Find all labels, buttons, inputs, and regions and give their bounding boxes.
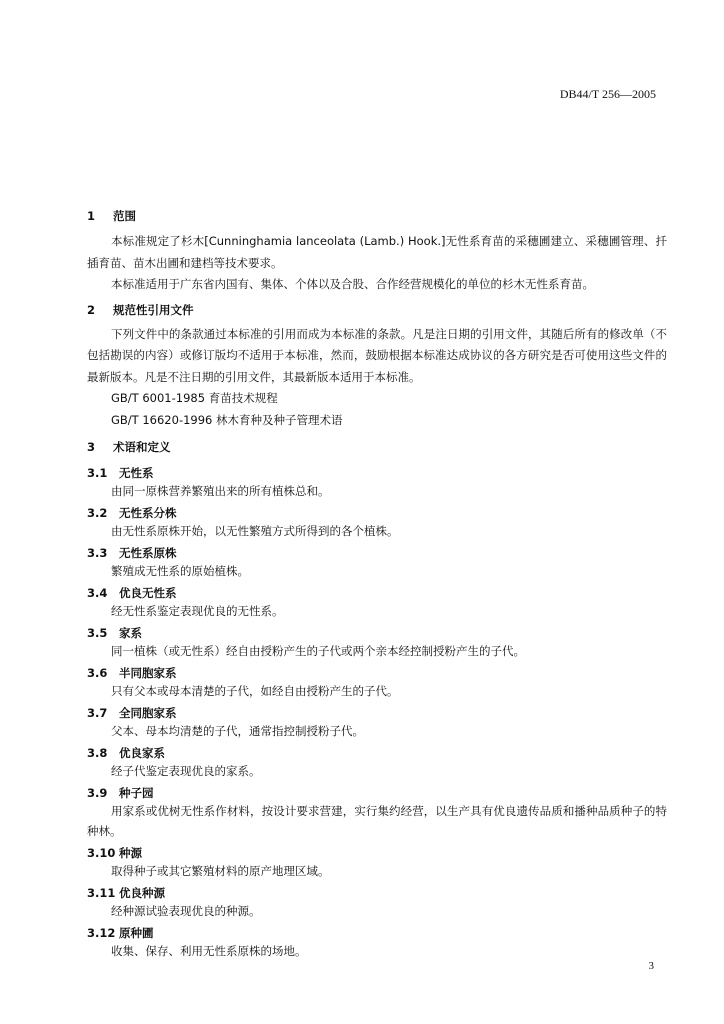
term-entry [87, 545, 667, 581]
section-heading-terms-definitions [87, 439, 667, 455]
term-definition: 只有父本或母本清楚的子代，如经自由授粉产生的子代。 [111, 684, 399, 698]
section-number: 2 [87, 302, 96, 317]
section-number: 1 [87, 209, 96, 223]
term-entry [87, 505, 667, 541]
term-definition: 由同一原株营养繁殖出来的所有植株总和。 [111, 484, 330, 498]
term-number: 3.3 [87, 546, 108, 560]
term-number: 3.6 [87, 666, 108, 680]
term-number: 3.7 [87, 706, 108, 720]
term-heading [87, 785, 667, 801]
term-entry [87, 925, 667, 961]
term-definition: 取得种子或其它繁殖材料的原产地理区域。 [111, 864, 330, 878]
term-title: 优良家系 [119, 746, 165, 760]
section-title: 规范性引用文件 [113, 302, 194, 317]
term-entry [87, 885, 667, 921]
term-heading [87, 505, 667, 521]
reference-item: GB/T 6001-1985 育苗技术规程 [111, 391, 278, 405]
term-definition: 同一植株（或无性系）经自由授粉产生的子代或两个亲本经控制授粉产生的子代。 [111, 644, 525, 658]
term-heading [87, 745, 667, 761]
term-number: 3.10 [87, 846, 116, 860]
term-number: 3.8 [87, 746, 108, 760]
term-title: 半同胞家系 [119, 666, 177, 680]
term-entry [87, 585, 667, 621]
term-entry [87, 705, 667, 741]
section-heading-normative-references [87, 302, 667, 318]
term-number: 3.2 [87, 506, 108, 520]
term-heading [87, 885, 667, 901]
term-definition: 经无性系鉴定表现优良的无性系。 [111, 604, 284, 618]
term-definition: 经种源试验表现优良的种源。 [111, 904, 261, 918]
term-definition: 繁殖成无性系的原始植株。 [111, 564, 249, 578]
term-heading [87, 465, 667, 481]
term-heading [87, 665, 667, 681]
term-number: 3.5 [87, 626, 108, 640]
term-number: 3.4 [87, 586, 108, 600]
term-number: 3.12 [87, 926, 116, 940]
term-heading [87, 625, 667, 641]
term-number: 3.11 [87, 886, 116, 900]
section-heading-scope [87, 208, 667, 224]
term-title: 无性系分株 [119, 506, 177, 520]
section-title: 术语和定义 [113, 440, 171, 454]
scope-paragraph-1: 本标准规定了杉木[Cunninghamia lanceolata (Lamb.) Hook.]无性系育苗的采穗圃建立、采穗圃管理、扦插育苗、苗木出圃和建档等技术要求。 [87, 234, 667, 270]
terms-list [87, 465, 667, 961]
references-paragraph: 下列文件中的条款通过本标准的引用而成为本标准的条款。凡是注日期的引用文件，其随后所有的修改单（不包括勘误的内容）或修订版均不适用于本标准，然而，鼓励根据本标准达成协议的各方研究是否可使用这些文件的最新版本。凡是不注日期的引用文件，其最新版本适用于本标准。 [87, 326, 667, 384]
page-number: 3 [648, 960, 654, 972]
term-heading [87, 845, 667, 861]
section-number: 3 [87, 440, 96, 454]
term-number: 3.1 [87, 466, 108, 480]
term-entry [87, 665, 667, 701]
term-title: 无性系 [119, 466, 154, 480]
term-number: 3.9 [87, 786, 108, 800]
term-title: 种源 [119, 846, 142, 860]
term-entry [87, 785, 667, 841]
reference-item: GB/T 16620-1996 林木育种及种子管理术语 [111, 412, 343, 427]
section-title: 范围 [113, 209, 136, 223]
term-entry [87, 745, 667, 781]
term-title: 家系 [119, 626, 142, 640]
document-body [87, 208, 667, 965]
term-heading [87, 925, 667, 941]
term-definition: 父本、母本均清楚的子代，通常指控制授粉子代。 [111, 724, 364, 738]
term-title: 优良种源 [119, 886, 165, 900]
term-entry [87, 625, 667, 661]
term-title: 全同胞家系 [119, 706, 177, 720]
term-entry [87, 845, 667, 881]
document-code: DB44/T 256—2005 [559, 87, 656, 101]
term-definition: 由无性系原株开始，以无性繁殖方式所得到的各个植株。 [111, 524, 399, 538]
scope-paragraph-2: 本标准适用于广东省内国有、集体、个体以及合股、合作经营规模化的单位的杉木无性系育苗。 [111, 277, 594, 291]
term-heading [87, 585, 667, 601]
term-title: 原种圃 [119, 926, 154, 940]
term-definition: 经子代鉴定表现优良的家系。 [111, 764, 261, 778]
term-entry [87, 465, 667, 501]
term-definition: 用家系或优树无性系作材料，按设计要求营建，实行集约经营，以生产具有优良遗传品质和播种品质种子的特种林。 [87, 804, 667, 838]
term-title: 无性系原株 [119, 546, 177, 560]
term-heading [87, 545, 667, 561]
term-title: 优良无性系 [119, 586, 177, 600]
term-definition: 收集、保存、利用无性系原株的场地。 [111, 944, 307, 958]
term-title: 种子园 [119, 786, 154, 800]
term-heading [87, 705, 667, 721]
